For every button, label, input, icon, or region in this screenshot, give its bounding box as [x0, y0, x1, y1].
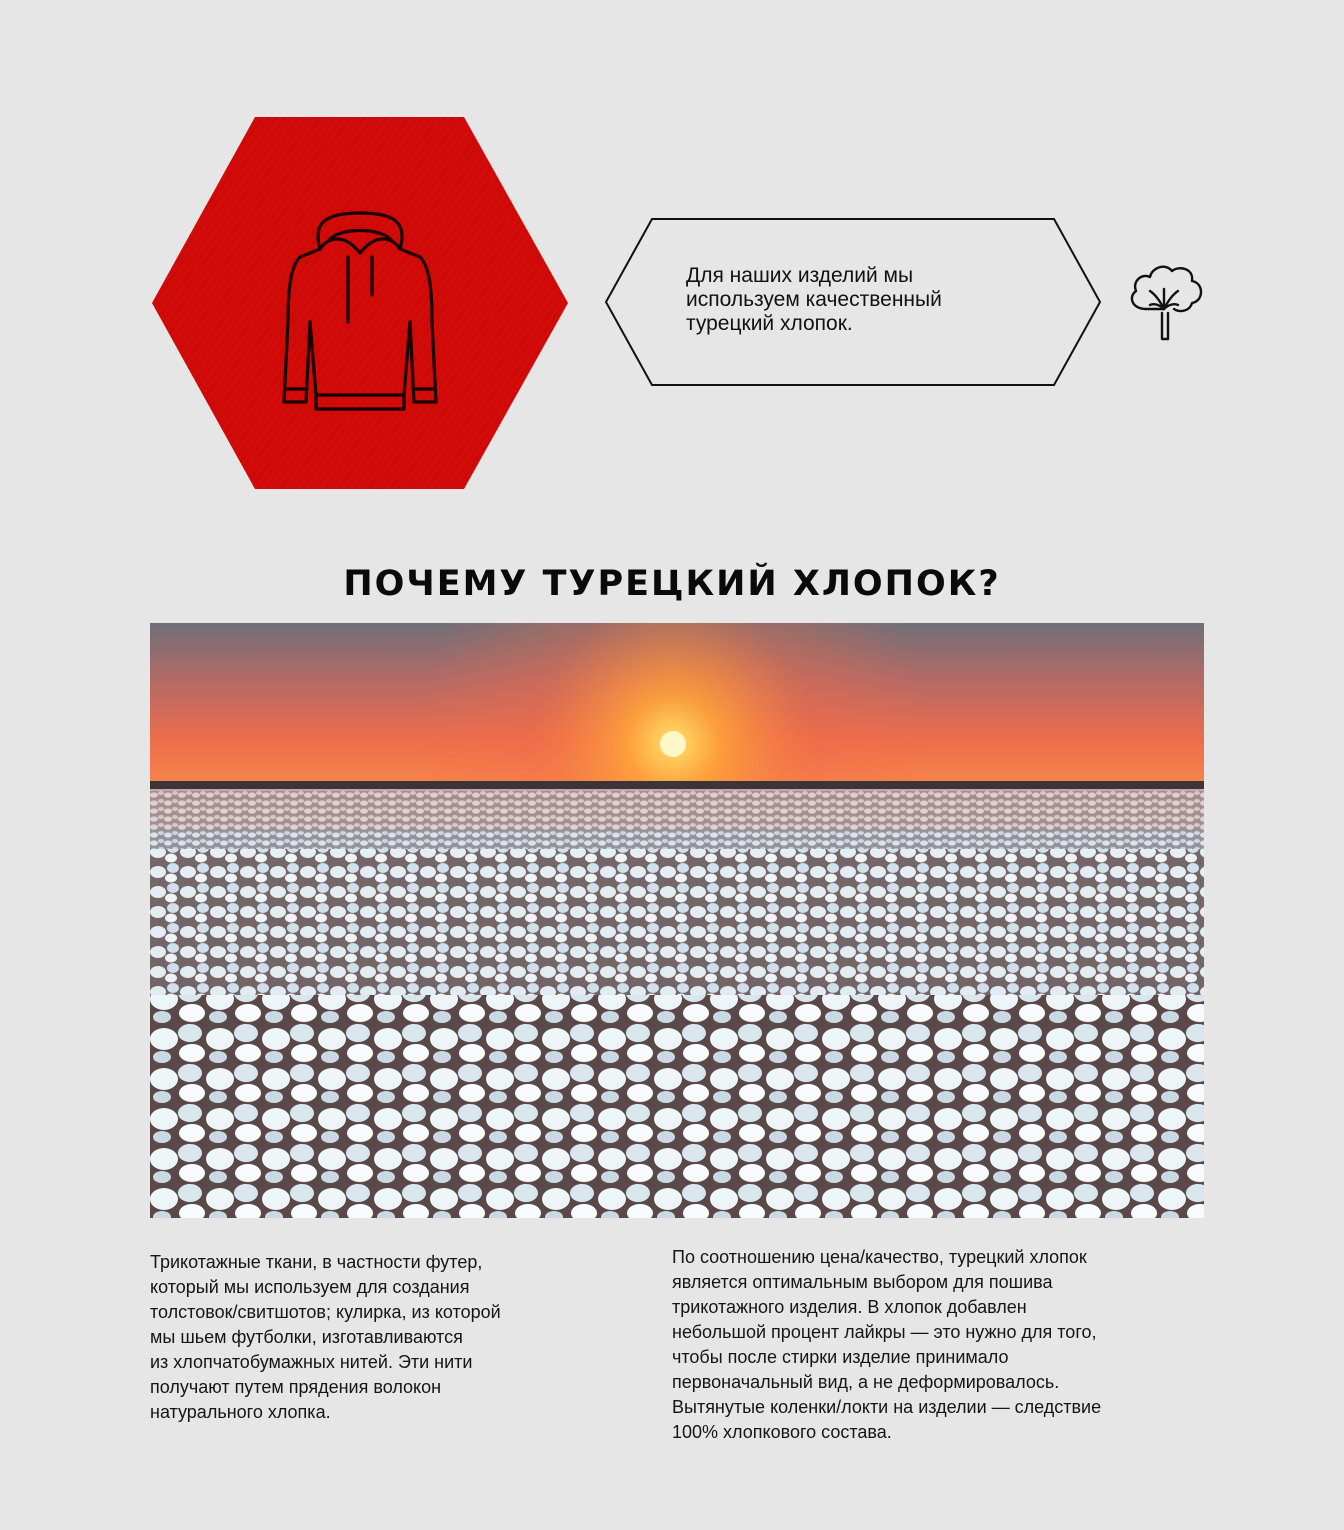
hexagon-shape: [152, 117, 568, 489]
cotton-plant-icon: [1124, 261, 1208, 343]
body-text-left: Трикотажные ткани, в частности футер, который мы используем для создания толстовок/свитшотов; кулирка, из которой мы шьем футболки, изготавливаются из хлопчатобумажных нитей. Эти нити получают путем прядения волокон натурального хлопка.: [150, 1252, 501, 1422]
cotton-field-photo: [150, 623, 1204, 1218]
section-title: ПОЧЕМУ ТУРЕЦКИЙ ХЛОПОК?: [343, 564, 1001, 604]
red-hexagon-badge: [152, 117, 568, 489]
body-text-right: По соотношению цена/качество, турецкий хлопок является оптимальным выбором для пошива трикотажного изделия. В хлопок добавлен небольшой процент лайкры — это нужно для того, чтобы после стирки изделие принимало первоначальный вид, а не деформировалось. Вытянутые коленки/локти на изделии — следствие 100% хлопкового состава.: [672, 1247, 1102, 1442]
info-hexagon-card: [604, 217, 1102, 387]
sun-shape: [660, 731, 686, 757]
info-text: Для наших изделий мы используем качественный турецкий хлопок.: [686, 264, 942, 335]
